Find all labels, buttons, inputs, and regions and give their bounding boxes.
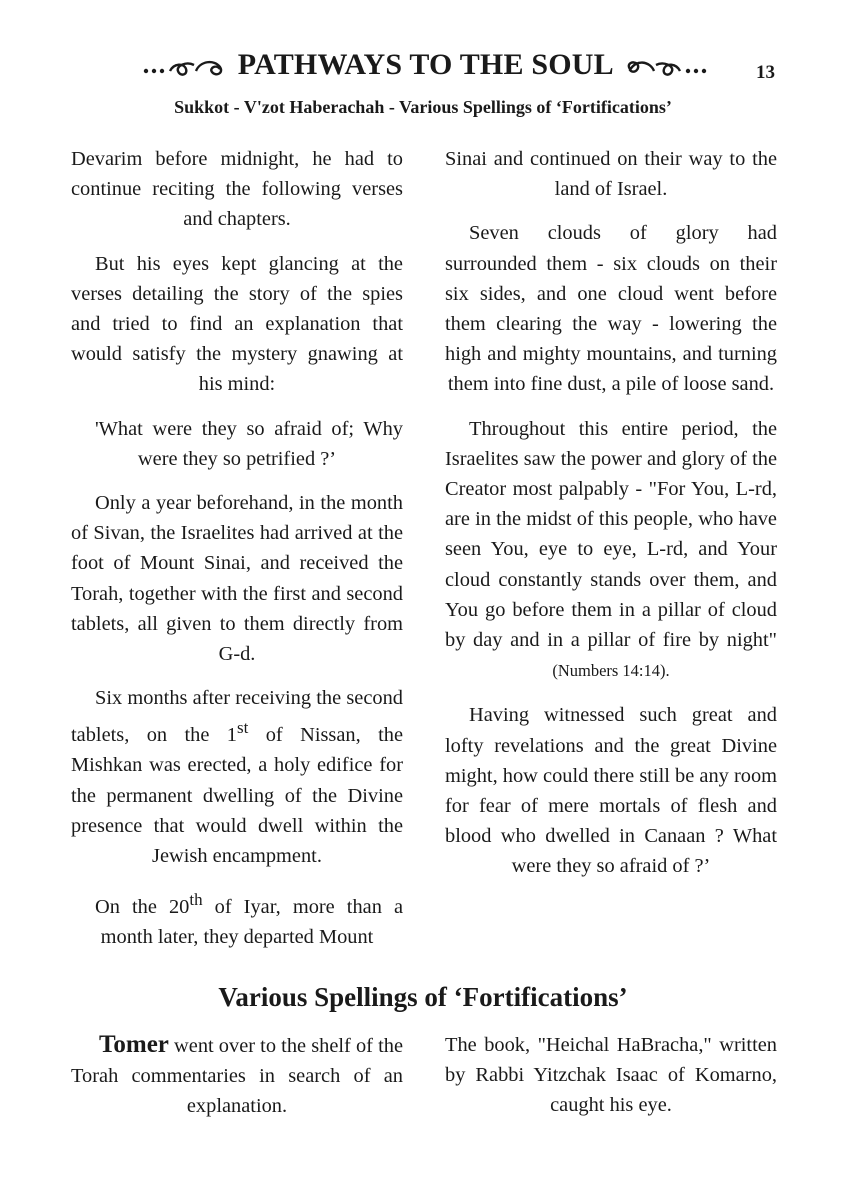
paragraph: Only a year beforehand, in the month of Sivan, the Israelites had arrived at the foot of Mount Sinai, and received the Torah, together with the first and second tablets, all given to them directly from G-d. xyxy=(71,492,403,666)
page-number: 13 xyxy=(756,62,775,83)
page-header xyxy=(0,48,846,88)
paragraph: Seven clouds of glory had surrounded them - six clouds on their six sides, and one cloud went before them clearing the way - lowering the high and mighty mountains, and turning them into fine dust, a pile of loose sand. xyxy=(445,222,777,396)
paragraph-text: went over to the shelf of the Torah commentaries in search of an explanation. xyxy=(71,1035,403,1118)
running-subtitle: Sukkot - V'zot Haberachah - Various Spellings of ‘Fortifications’ xyxy=(174,97,672,117)
citation: (Numbers 14:14). xyxy=(552,661,670,681)
paragraph: Having witnessed such great and lofty revelations and the great Divine might, how could there still be any room for fear of mere mortals of flesh and blood who dwelled in Canaan ? What were they so afraid of ?’ xyxy=(445,704,777,878)
paragraph xyxy=(71,683,403,871)
paragraph: 'What were they so afraid of; Why were they so petrified ?’ xyxy=(95,417,403,470)
running-title xyxy=(130,48,720,82)
section-heading: Various Spellings of ‘Fortifications’ xyxy=(218,982,628,1012)
paragraph: But his eyes kept glancing at the verses detailing the story of the spies and tried to find an explanation that would satisfy the mystery gnawing at his mind: xyxy=(71,252,403,396)
paragraph: Sinai and continued on their way to the land of Israel. xyxy=(445,148,777,201)
paragraph-text: On the 20 xyxy=(95,896,190,919)
paragraph xyxy=(71,885,403,952)
section-left-column xyxy=(71,1030,403,1122)
ordinal-suffix: th xyxy=(189,890,203,910)
paragraph: Devarim before midnight, he had to continue reciting the following verses and chapters. xyxy=(71,148,403,231)
paragraph xyxy=(71,1030,403,1122)
paragraph-text: Six months after receiving the second tablets, on the 1 xyxy=(71,687,403,747)
ordinal-suffix: st xyxy=(236,718,249,738)
paragraph-text: Throughout this entire period, the Israelites saw the power and glory of the Creator most palpably - "For You, L-rd, are in the midst of this people, who have seen You, eye to eye, L-rd, and Your cloud constantly stands over them, and You go before them in a pillar of cloud by day and in a pillar of fire by night" xyxy=(445,417,777,652)
left-ornament-icon xyxy=(140,55,230,79)
left-text-column xyxy=(71,144,403,966)
right-text-column xyxy=(445,144,777,896)
paragraph-text: of Iyar, more than a month later, they departed Mount xyxy=(100,896,403,949)
right-ornament-icon xyxy=(620,55,710,79)
running-title-text: PATHWAYS TO THE SOUL xyxy=(237,48,613,81)
paragraph xyxy=(445,414,777,687)
paragraph: The book, "Heichal HaBracha," written by Rabbi Yitzchak Isaac of Komarno, caught his eye. xyxy=(445,1034,777,1117)
lead-word: Tomer xyxy=(99,1031,169,1058)
section-right-column xyxy=(445,1030,777,1121)
paragraph-text: of Nissan, the Mishkan was erected, a holy edifice for the permanent dwelling of the Divine presence that would dwell within the Jewish encampment. xyxy=(71,724,403,868)
